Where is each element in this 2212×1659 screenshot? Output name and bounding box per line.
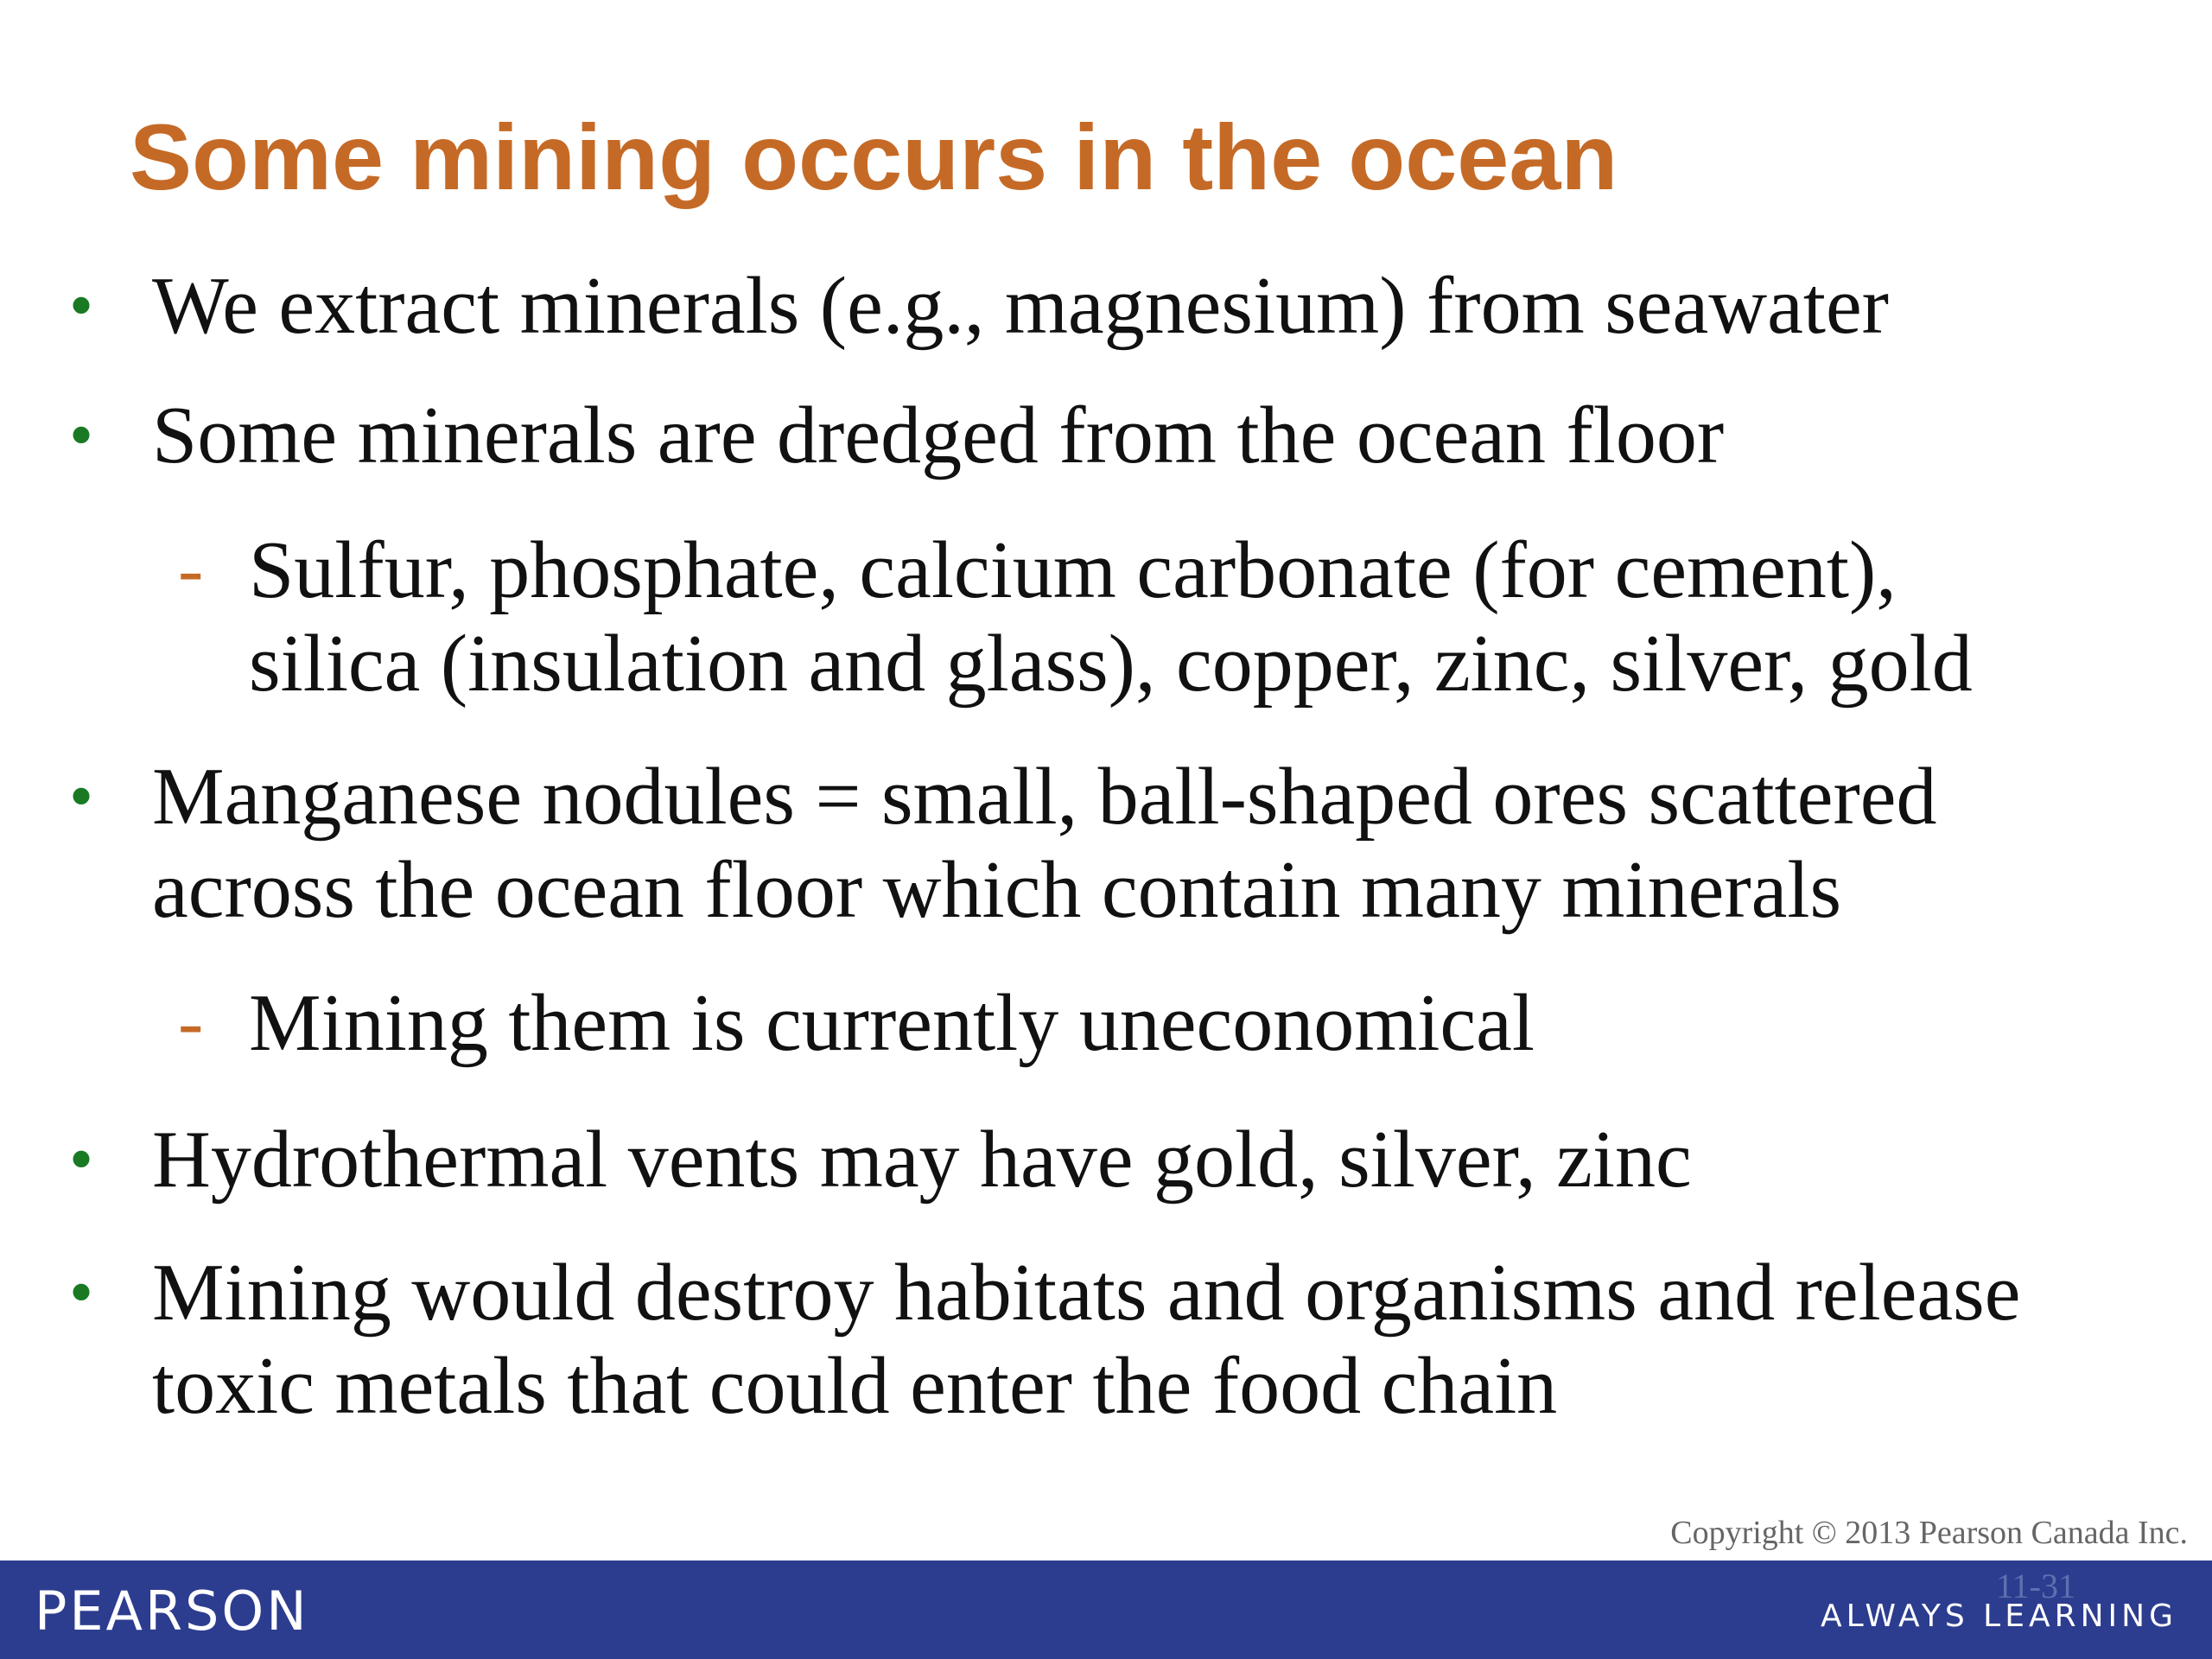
bullet-text: Manganese nodules = small, ball-shaped ores scattered — [152, 752, 1937, 842]
sub-bullet-text: silica (insulation and glass), copper, zinc, silver, gold — [249, 619, 1973, 709]
footer-bar — [0, 1560, 2212, 1659]
sub-bullet-text: Mining them is currently uneconomical — [249, 978, 1535, 1068]
bullet-text: toxic metals that could enter the food chain — [152, 1341, 1558, 1431]
bullet-text: Some minerals are dredged from the ocean floor — [152, 391, 1725, 480]
bullet-marker: • — [69, 759, 94, 835]
bullet-item — [69, 750, 1937, 937]
bullet-marker: • — [69, 397, 94, 474]
bullet-text: Hydrothermal vents may have gold, silver, zinc — [152, 1115, 1692, 1205]
sub-bullet-item — [178, 976, 1535, 1070]
copyright-notice: Copyright © 2013 Pearson Canada Inc. — [1670, 1515, 2188, 1551]
bullet-item — [69, 1246, 2021, 1433]
bullet-marker: • — [69, 1255, 94, 1331]
sub-bullet-item — [178, 524, 1973, 710]
slide-number: 11-31 — [1996, 1567, 2075, 1605]
bullet-text: Mining would destroy habitats and organisms and release — [152, 1248, 2021, 1338]
bullet-item — [69, 259, 1889, 353]
bullet-item — [69, 389, 1725, 482]
slide-title: Some mining occurs in the ocean — [130, 105, 1618, 209]
bullet-text: across the ocean floor which contain many minerals — [152, 845, 1842, 935]
bullet-text: We extract minerals (e.g., magnesium) from seawater — [152, 261, 1889, 351]
brand-logo: PEARSON — [35, 1580, 309, 1643]
sub-bullet-text: Sulfur, phosphate, calcium carbonate (for cement), — [249, 525, 1897, 615]
tagline: ALWAYS LEARNING — [1821, 1599, 2177, 1634]
bullet-marker: • — [69, 1122, 94, 1198]
bullet-marker: • — [69, 268, 94, 344]
sub-bullet-marker: - — [178, 528, 204, 612]
sub-bullet-marker: - — [178, 981, 204, 1065]
bullet-item — [69, 1113, 1692, 1206]
